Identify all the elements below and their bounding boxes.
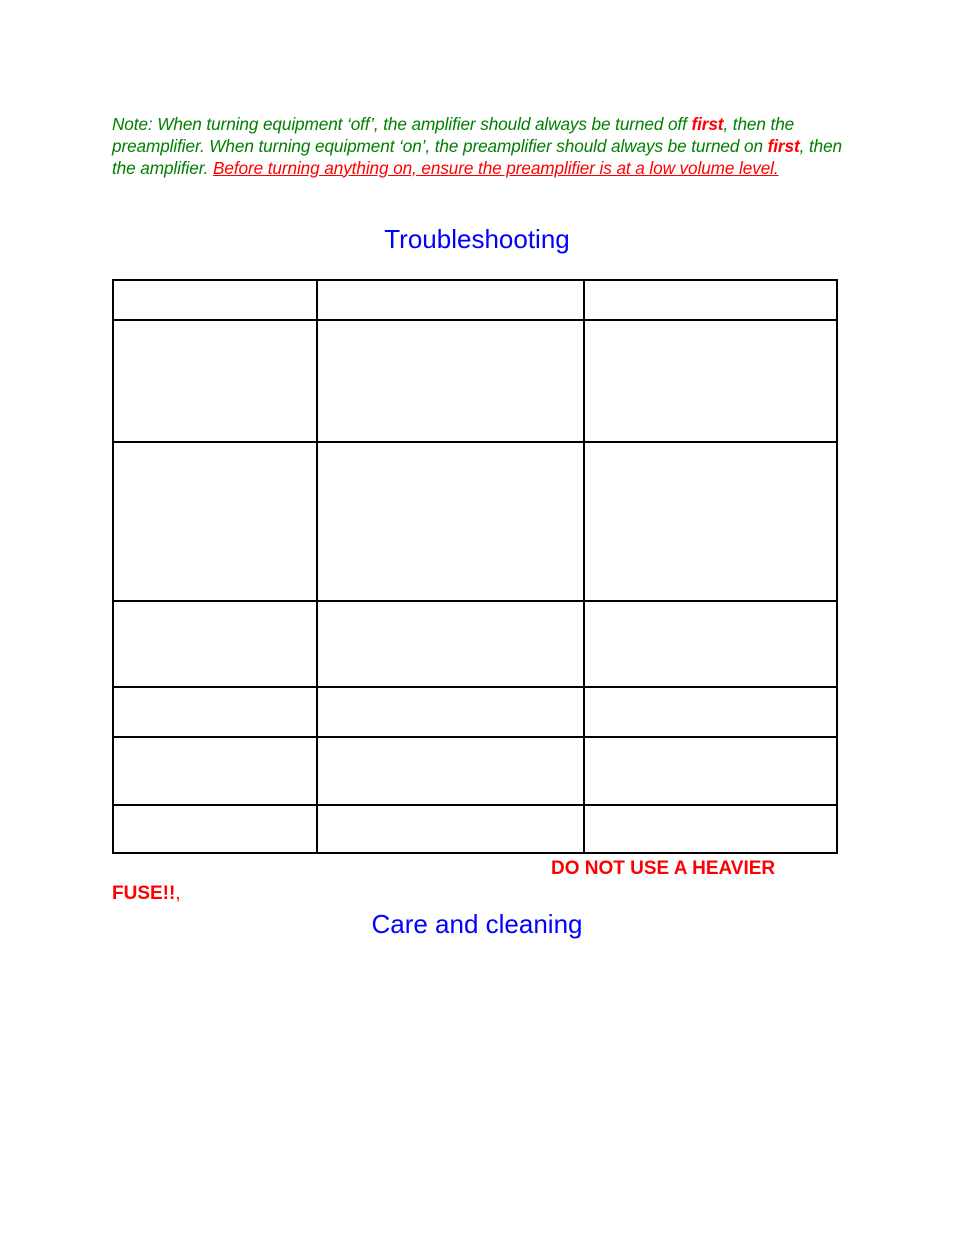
table-cell xyxy=(113,280,317,320)
table-cell xyxy=(113,442,317,601)
table-cell xyxy=(584,687,837,737)
table-cell xyxy=(584,737,837,805)
table-cell xyxy=(317,442,584,601)
fuse-warning-comma: , xyxy=(175,883,181,904)
table-cell xyxy=(317,687,584,737)
note-text-3: , then the amplifier. xyxy=(112,135,843,178)
fuse-warning-line-2 xyxy=(112,882,181,906)
table-row xyxy=(113,601,837,687)
table-row xyxy=(113,687,837,737)
table-cell xyxy=(584,442,837,601)
note-first-emphasis-2: first xyxy=(767,135,800,156)
low-volume-warning: Before turning anything on, ensure the preamplifier is at a low volume level. xyxy=(213,157,779,178)
fuse-warning-text: FUSE!! xyxy=(112,883,176,904)
table-cell xyxy=(584,280,837,320)
power-sequence-note xyxy=(112,114,852,179)
table-cell xyxy=(317,737,584,805)
table-cell xyxy=(584,320,837,442)
note-text-1: Note: When turning equipment ‘off’, the amplifier should always be turned off xyxy=(112,114,692,134)
note-first-emphasis-1: first xyxy=(691,114,724,134)
table-row xyxy=(113,737,837,805)
table-cell xyxy=(113,805,317,853)
table-cell xyxy=(113,320,317,442)
table-cell xyxy=(113,601,317,687)
note-text-2: , then the preamplifier. When turning equipment ‘on’, the preamplifier should always be turned on xyxy=(112,114,795,156)
table-cell xyxy=(317,601,584,687)
table-row xyxy=(113,320,837,442)
table-cell xyxy=(317,320,584,442)
table-row xyxy=(113,805,837,853)
table-cell xyxy=(584,601,837,687)
fuse-warning-line-1: DO NOT USE A HEAVIER xyxy=(551,858,776,879)
table-cell xyxy=(584,805,837,853)
troubleshooting-table xyxy=(112,279,838,854)
table-cell xyxy=(113,687,317,737)
care-and-cleaning-heading: Care and cleaning xyxy=(371,909,583,939)
table-cell xyxy=(317,280,584,320)
table-cell xyxy=(317,805,584,853)
troubleshooting-heading: Troubleshooting xyxy=(384,224,570,254)
table-row xyxy=(113,280,837,320)
table-cell xyxy=(113,737,317,805)
table-row xyxy=(113,442,837,601)
